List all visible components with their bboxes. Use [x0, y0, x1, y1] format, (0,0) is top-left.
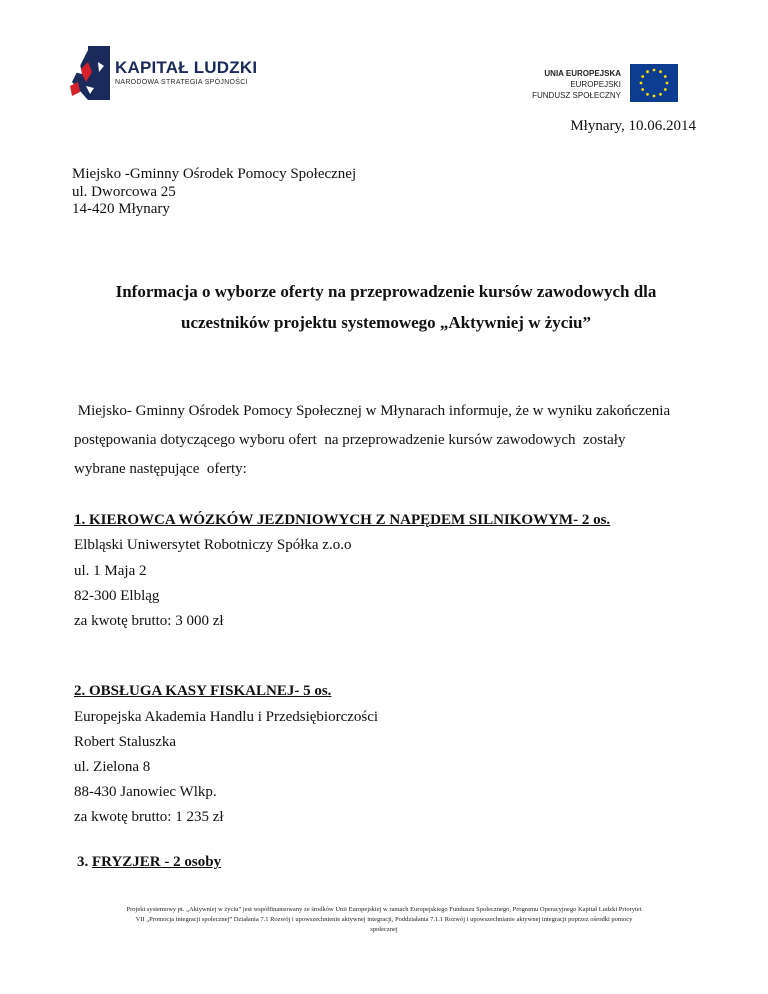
offer-2-price: za kwotę brutto: 1 235 zł — [74, 809, 224, 825]
page-footer — [78, 905, 690, 935]
offer-2-owner: Robert Staluszka — [74, 734, 177, 750]
intro-line3: wybrane następujące oferty: — [74, 461, 247, 477]
offer-3-heading-row — [77, 854, 221, 871]
eu-logo-line2: EUROPEJSKI — [570, 80, 621, 89]
intro-paragraph — [74, 397, 698, 484]
intro-line1: Miejsko- Gminny Ośrodek Pomocy Społecznej w Młynarach informuje, że w wyniku zakończenia — [74, 403, 671, 419]
offer-1-price: za kwotę brutto: 3 000 zł — [74, 613, 224, 629]
offer-3-heading: FRYZJER - 2 osoby — [92, 854, 222, 870]
sender-line1: Miejsko -Gminny Ośrodek Pomocy Społecznej — [72, 166, 357, 182]
offer-2-street: ul. Zielona 8 — [74, 759, 151, 775]
sender-address — [72, 166, 356, 219]
sender-line2: ul. Dworcowa 25 — [72, 183, 176, 200]
eu-logo-text — [530, 68, 621, 101]
offer-3-number: 3. — [77, 854, 92, 870]
offer-2-city: 88-430 Janowiec Wlkp. — [74, 784, 217, 800]
offer-1-heading: 1. KIEROWCA WÓZKÓW JEZDNIOWYCH Z NAPĘDEM SILNIKOWYM- 2 os. — [74, 512, 611, 528]
offer-1-company: Elbląski Uniwersytet Robotniczy Spółka z.o.o — [74, 537, 352, 553]
intro-line2-text: postępowania dotyczącego wyboru ofert na przeprowadzenie kursów zawodowych zostały — [74, 432, 626, 448]
sender-line3: 14-420 Młynary — [72, 201, 170, 217]
offer-1-city: 82-300 Elbląg — [74, 588, 160, 604]
kapital-ludzki-subtitle: NARODOWA STRATEGIA SPÓJNOŚCI — [115, 79, 248, 86]
offer-1-street: ul. 1 Maja 2 — [74, 563, 147, 579]
footer-line2: VII „Promocja integracji społecznej” Działania 7.1 Rozwój i upowszechnienie aktywnej integracji, Poddziałania 7.1.1 Rozwój i upowszechnianie aktywnej integracji poprzez ośrodki pomocy — [135, 916, 633, 923]
document-date: Młynary, 10.06.2014 — [570, 118, 696, 134]
eu-flag-icon — [630, 64, 678, 102]
footer-line1: Projekt systemowy pt. „Aktywniej w życiu” jest współfinansowany ze środków Unii Europejskiej w ramach Europejskiego Funduszu Społecznego, Programu Operacyjnego Kapitał Ludzki Priorytet — [126, 906, 642, 913]
eu-logo-line1: UNIA EUROPEJSKA — [544, 69, 621, 78]
footer-line3: społecznej — [370, 926, 398, 933]
kapital-ludzki-title: KAPITAŁ LUDZKI — [115, 58, 258, 77]
offer-2-heading: 2. OBSŁUGA KASY FISKALNEJ- 5 os. — [74, 683, 332, 699]
eu-logo-line3: FUNDUSZ SPOŁECZNY — [532, 91, 621, 100]
offer-2-company: Europejska Akademia Handlu i Przedsiębiorczości — [74, 709, 379, 725]
kapital-ludzki-emblem-icon — [66, 42, 114, 104]
intro-line2 — [74, 426, 698, 455]
document-title-line1: Informacja o wyborze oferty na przeprowadzenie kursów zawodowych dla — [115, 282, 657, 301]
document-title-line2: uczestników projektu systemowego „Aktywniej w życiu” — [180, 313, 592, 332]
